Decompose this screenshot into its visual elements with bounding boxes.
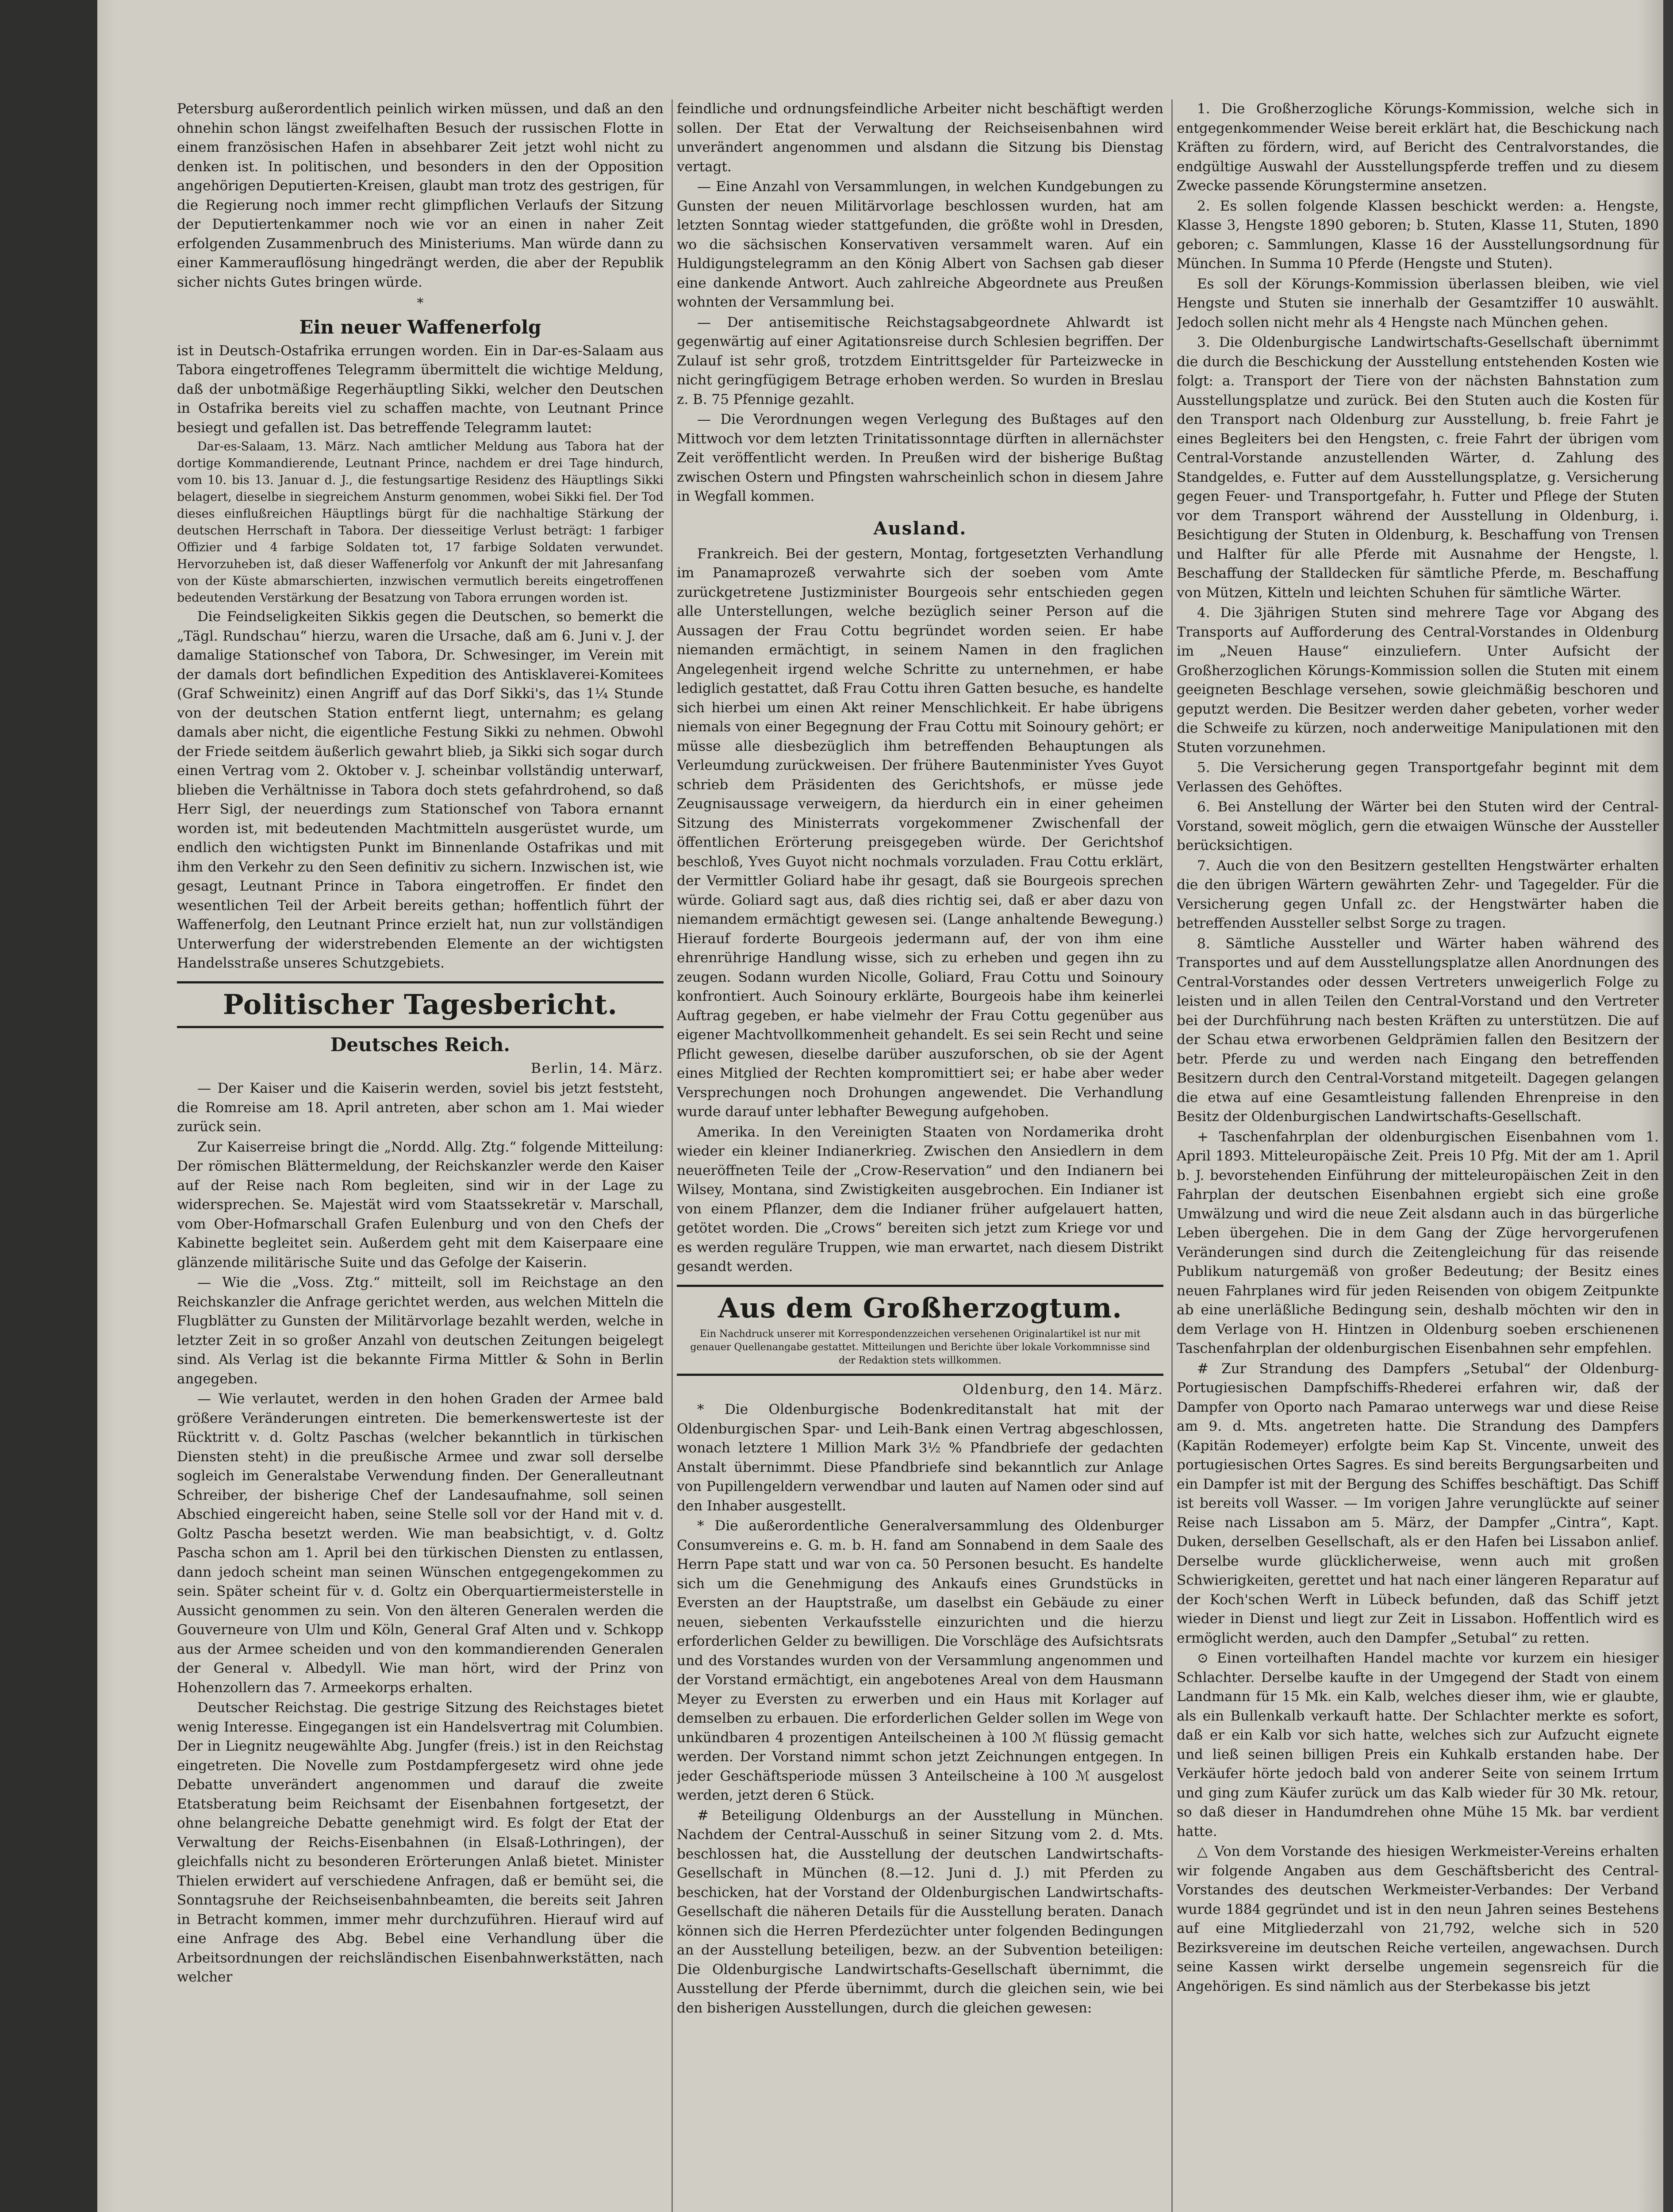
- paragraph: — Der antisemitische Reichstagsabgeordnete Ahlwardt ist gegenwärtig auf einer Agitationsreise durch Schlesien begriffen. Der Zulauf ist sehr groß, trotzdem Eintrittsgelder für Parteizwecke in nicht geringfügigem Betrage erhoben werden. So wurden in Breslau z. B. 75 Pfennige gezahlt.: [677, 314, 1163, 407]
- paragraph: feindliche und ordnungsfeindliche Arbeiter nicht beschäftigt werden sollen. Der Etat der Verwaltung der Reichseisenbahnen wird unverändert angenommen und alsdann die Sitzung bis Dienstag vertagt.: [677, 101, 1163, 175]
- paragraph: * Die Oldenburgische Bodenkreditanstalt hat mit der Oldenburgischen Spar- und Leih-Bank einen Vertrag abgeschlossen, wonach letztere 1 Million Mark 3½ % Pfandbriefe der gedachten Anstalt übernimmt. Diese Pfandbriefe sind bekanntlich zur Anlage von Pupillengeldern verwendbar und lauten auf Namen oder sind auf den Inhaber ausgestellt.: [677, 1402, 1163, 1514]
- paragraph: 5. Die Versicherung gegen Transportgefahr beginnt mit dem Verlassen des Gehöftes.: [1177, 760, 1659, 795]
- paragraph: 1. Die Großherzogliche Körungs-Kommission, welche sich in entgegenkommender Weise bereit erklärt hat, die Beschickung nach Kräften zu fördern, wird, auf Bericht des Centralvorstandes, die endgültige Auswahl der Ausstellungspferde treffen und zu diesem Zwecke passende Körungstermine ansetzen.: [1177, 101, 1659, 194]
- paragraph: Amerika. In den Vereinigten Staaten von Nordamerika droht wieder ein kleiner Indianerkrieg. Zwischen den Ansiedlern in dem neueröffneten Teile der „Crow-Reservation“ und den Indianern bei Wilsey, Montana, sind Zwistigkeiten ausgebrochen. Ein Indianer ist von einem Pflanzer, dem die Indianer früher aufgelauert hatten, getötet worden. Die „Crows“ bereiten sich jetzt zum Kriege vor und es werden reguläre Truppen, wie man erwartet, nach diesem Distrikt gesandt werden.: [677, 1124, 1163, 1275]
- paragraph: △ Von dem Vorstande des hiesigen Werkmeister-Vereins erhalten wir folgende Angaben aus dem Geschäftsbericht des Central-Vorstandes des deutschen Werkmeister-Verbandes: Der Verband wurde 1884 gegründet und ist in den neun Jahren seines Bestehens auf eine Mitgliederzahl von 21,792, welche sich in 520 Bezirksvereine im deutschen Reiche verteilen, angewachsen. Durch seine Kassen wirkt derselbe ungemein segensreich für die Angehörigen. Es sind nämlich aus der Sterbekasse bis jetzt: [1177, 1843, 1659, 1994]
- paragraph: — Wie verlautet, werden in den hohen Graden der Armee bald größere Veränderungen eintreten. Die bemerkenswerteste ist der Rücktritt v. d. Goltz Paschas (welcher bekanntlich in türkischen Diensten steht) in die preußische Armee und zwar soll derselbe sogleich im Generalstabe Verwendung finden. Der Generalleutnant Schreiber, der bisherige Chef der Landesaufnahme, soll seinen Abschied eingereicht haben, seine Stelle soll vor der Hand mit v. d. Goltz Pascha besetzt werden. Wie man beabsichtigt, v. d. Goltz Pascha schon am 1. April bei den türkischen Diensten zu entlassen, dann jedoch scheint man seinen Wünschen entgegengekommen zu sein. Später scheint für v. d. Goltz ein Oberquartiermeisterstelle in Aussicht genommen zu sein. Von den älteren Generalen werden die Gouverneure von Ulm und Köln, General Graf Alten und v. Schkopp aus der Armee scheiden und von den kommandierenden Generalen der General v. Albedyll. Wie man hört, wird der Prinz von Hohenzollern das 7. Armeekorps erhalten.: [177, 1391, 664, 1696]
- column-1: [177, 100, 664, 2212]
- separator-star: *: [417, 296, 424, 311]
- reprint-notice: Ein Nachdruck unserer mit Korrespondenzzeichen versehenen Originalartikel ist nur mit genauer Quellenangabe gestattet. Mitteilungen und Berichte über lokale Vorkommnisse sind der Redaktion stets willkommen.: [690, 1328, 1150, 1366]
- paragraph: Zur Kaiserreise bringt die „Nordd. Allg. Ztg.“ folgende Mitteilung: Der römischen Blättermeldung, der Reichskanzler werde den Kaiser auf der Reise nach Rom begleiten, sind wir in der Lage zu widersprechen. Se. Majestät wird vom Staatssekretär v. Marschall, vom Ober-Hofmarschall Grafen Eulenburg und von den Chefs der Kabinette begleitet sein. Außerdem geht mit dem Kaiserpaare eine glänzende militärische Suite und das Gefolge der Kaiserin.: [177, 1139, 664, 1271]
- subsection-deutsches-reich: Deutsches Reich.: [330, 1033, 510, 1056]
- section-title-politischer-tagesbericht: Politischer Tagesbericht.: [223, 988, 618, 1021]
- paragraph: — Die Verordnungen wegen Verlegung des Bußtages auf den Mittwoch vor dem letzten Trinitatissonntage dürften in allernächster Zeit veröffentlicht werden. In Preußen wird der bisherige Bußtag zwischen Ostern und Pfingsten wahrscheinlich schon in diesem Jahre in Wegfall kommen.: [677, 411, 1163, 504]
- paragraph: # Zur Strandung des Dampfers „Setubal“ der Oldenburg-Portugiesischen Dampfschiffs-Rhederei erfahren wir, daß der Dampfer von Oporto nach Pamarao unterwegs war und diese Reise am 9. d. Mts. angetreten hatte. Die Strandung des Dampfers (Kapitän Rodemeyer) erfolgte beim Kap St. Vincente, unweit des portugiesischen Ortes Sagres. Es sind bereits Bergungsarbeiten und ein Dampfer ist mit der Bergung des Schiffes beschäftigt. Das Schiff ist bereits voll Wasser. — Im vorigen Jahre verunglückte auf seiner Reise nach Lissabon am 5. März, der Dampfer „Cintra“, Kapt. Duken, derselben Gesellschaft, als er den Hafen bei Lissabon anlief. Derselbe wurde glücklicherweise, wenn auch mit großen Schwierigkeiten, gerettet und hat nach einer längeren Reparatur auf der Koch'schen Werft in Lübeck befunden, daß das Schiff jetzt wieder in Dienst und liegt zur Zeit in Lissabon. Hoffentlich wird es ermöglicht werden, auch den Dampfer „Setubal“ zu retten.: [1177, 1360, 1659, 1646]
- paragraph: — Wie die „Voss. Ztg.“ mitteilt, soll im Reichstage an den Reichskanzler die Anfrage gerichtet werden, aus welchen Mitteln die Flugblätter zu Gunsten der Militärvorlage bezahlt werden, welche in letzter Zeit in so großer Anzahl von deutschen Zeitungen beigelegt sind. Als Verlag ist die bekannte Firma Mittler & Sohn in Berlin angegeben.: [177, 1275, 664, 1387]
- paragraph: # Beteiligung Oldenburgs an der Ausstellung in München. Nachdem der Central-Ausschuß in seiner Sitzung vom 2. d. Mts. beschlossen hat, die Ausstellung der deutschen Landwirtschafts-Gesellschaft in München (8.—12. Juni d. J.) mit Pferden zu beschicken, hat der Vorstand der Oldenburgischen Landwirtschafts-Gesellschaft die näheren Details für die Ausstellung beraten. Danach können sich die Herren Pferdezüchter unter folgenden Bedingungen an der Ausstellung beteiligen, bezw. an der Subvention beteiligen: Die Oldenburgische Landwirtschafts-Gesellschaft übernimmt, die Ausstellung der Pferde übernimmt, durch die gleichen sein, wie bei den bisherigen Ausstellungen, durch die gleichen gewesen:: [677, 1807, 1163, 2016]
- column-2: [677, 100, 1163, 2212]
- column-rule: [672, 100, 673, 2212]
- paragraph: ist in Deutsch-Ostafrika errungen worden. Ein in Dar-es-Salaam aus Tabora eingetroffenes Telegramm übermittelt die wichtige Meldung, daß der unbotmäßige Regerhäuptling Sikki, welcher den Deutschen in Ostafrika bereits viel zu schaffen machte, von Leutnant Prince besiegt und gefallen ist. Das betreffende Telegramm lautet:: [177, 342, 664, 436]
- paragraph: Die Feindseligkeiten Sikkis gegen die Deutschen, so bemerkt die „Tägl. Rundschau“ hierzu, waren die Ursache, daß am 6. Juni v. J. der damalige Stationschef von Tabora, Dr. Schwesinger, im Verein mit der damals dort befindlichen Expedition des Antisklaverei-Komitees (Graf Schweinitz) einen Angriff auf das Dorf Sikki's, das 1¼ Stunde von der deutschen Station entfernt liegt, unternahm; es gelang damals aber nicht, die eigentliche Festung Sikki zu nehmen. Obwohl der Friede seitdem äußerlich gewahrt blieb, ja Sikki sich sogar durch einen Vertrag vom 2. Oktober v. J. scheinbar vollständig unterwarf, blieben die Verhältnisse in Tabora doch stets gefahrdrohend, so daß Herr Sigl, der neuerdings zum Stationschef von Tabora ernannt worden ist, mit bedeutenden Machtmitteln ausgerüstet wurde, um endlich den wichtigsten Punkt im Binnenlande Ostafrikas und mit ihm den Verkehr zu den Seen definitiv zu sichern. Inzwischen ist, wie gesagt, Leutnant Prince in Tabora eingetroffen. Er findet den wesentlichen Teil der Arbeit bereits gethan; hoffentlich führt der Waffenerfolg, den Leutnant Prince erzielt hat, nun zur vollständigen Unterwerfung der widerstrebenden Elemente an der wichtigsten Handelsstraße unseres Schutzgebiets.: [177, 609, 664, 971]
- paragraph: Frankreich. Bei der gestern, Montag, fortgesetzten Verhandlung im Panamaprozeß verwahrte sich der soeben vom Amte zurückgetretene Justizminister Bourgeois sehr entschieden gegen alle Unterstellungen, welche bezüglich seiner Person auf die Aussagen der Frau Cottu begründet worden seien. Er habe niemanden ermächtigt, in seinem Namen in den fraglichen Angelegenheit irgend welche Schritte zu unternehmen, er habe lediglich gestattet, daß Frau Cottu ihren Gatten besuche, es handelte sich hierbei um einen Akt reiner Menschlichkeit. Er habe übrigens niemals von einer Begegnung der Frau Cottu mit Soinoury gehört; er müsse alle diesbezüglich ihm betreffenden Behauptungen als Verleumdung zurückweisen. Der frühere Bautenminister Yves Guyot schrieb dem Präsidenten des Gerichtshofs, er müsse jede Zeugnisaussage verweigern, da hierdurch ein in einer geheimen Sitzung des Ministerrats vorgekommener Zwischenfall der öffentlichen Erörterung preisgegeben würde. Der Gerichtshof beschloß, Yves Guyot nicht nochmals vorzuladen. Frau Cottu erklärt, der Vermittler Goliard habe ihr gesagt, daß sie Bourgeois sprechen würde. Goliard sagt aus, daß dies richtig sei, daß er aber dazu von niemandem ermächtigt gewesen sei. (Lange anhaltende Bewegung.) Hierauf forderte Bourgeois jedermann auf, der von ihm eine ehrenrührige Handlung wisse, sich zu erheben und gegen ihn zu zeugen. Sodann wurden Nicolle, Goliard, Frau Cottu und Soinoury konfrontiert. Auch Soinoury erklärte, Bourgeois habe ihm keinerlei Auftrag gegeben, er habe vielmehr der Frau Cottu gegenüber aus eigener Machtvollkommenheit gehandelt. Es sei sein Recht und seine Pflicht gewesen, dieselbe darüber auszuforschen, ob sie der Agent eines Mitglied der Rechten kompromittiert sei; er habe aber weder Versprechungen noch Drohungen angewendet. Die Verhandlung wurde darauf unter lebhafter Bewegung aufgehoben.: [677, 545, 1163, 1120]
- paragraph: Deutscher Reichstag. Die gestrige Sitzung des Reichstages bietet wenig Interesse. Eingegangen ist ein Handelsvertrag mit Columbien. Der in Liegnitz neugewählte Abg. Jungfer (freis.) ist in den Reichstag eingetreten. Die Novelle zum Postdampfergesetz wird ohne jede Debatte unverändert angenommen und darauf die zweite Etatsberatung beim Reichsamt der Eisenbahnen fortgesetzt, der ohne belangreiche Debatte genehmigt wird. Es folgt der Etat der Verwaltung der Reichs-Eisenbahnen (in Elsaß-Lothringen), der gleichfalls nicht zu besonderen Erörterungen Anlaß bietet. Minister Thielen erwidert auf verschiedene Anfragen, daß er bemüht sei, die Sonntagsruhe der Reichseisenbahnbeamten, die bereits seit Jahren in Betracht kommen, immer mehr durchzuführen. Hierauf wird auf eine Anfrage des Abg. Bebel eine Verhandlung über die Arbeitsordnungen der reichsländischen Eisenbahnwerkstätten, nach welcher: [177, 1700, 664, 1985]
- section-header-box: [177, 981, 664, 1028]
- paragraph: * Die außerordentliche Generalversammlung des Oldenburger Consumvereins e. G. m. b. H. fand am Sonnabend in dem Saale des Herrn Pape statt und war von ca. 50 Personen besucht. Es handelte sich um die Genehmigung des Ankaufs eines Grundstücks in Eversten an der Hauptstraße, um daselbst ein Gebäude zu einer neuen, siebenten Verkaufsstelle einzurichten und die hierzu erforderlichen Gelder zu bewilligen. Die Vorschläge des Aufsichtsrats und des Vorstandes wurden von der Versammlung angenommen und der Vorstand ermächtigt, ein angebotenes Areal von dem Hausmann Meyer zu Eversten zu erwerben und ein Haus mit Korlager auf demselben zu erbauen. Die erforderlichen Gelder sollen im Wege von unkündbaren 4 prozentigen Anteilscheinen à 100 ℳ flüssig gemacht werden. Der Vorstand nimmt schon jetzt Zeichnungen entgegen. In jeder Geschäftsperiode müssen 3 Anteilscheine à 100 ℳ ausgelost werden, jetzt deren 6 Stück.: [677, 1518, 1163, 1803]
- paragraph: — Eine Anzahl von Versammlungen, in welchen Kundgebungen zu Gunsten der neuen Militärvorlage beschlossen wurden, hat am letzten Sonntag wieder stattgefunden, die größte wohl in Dresden, wo die sächsischen Konservativen versammelt waren. Auf ein Huldigungstelegramm an den König Albert von Sachsen gab dieser eine dankende Antwort. Auch zahlreiche Abgeordnete aus Preußen wohnten der Versammlung bei.: [677, 179, 1163, 310]
- paragraph: 4. Die 3jährigen Stuten sind mehrere Tage vor Abgang des Transports auf Aufforderung des Central-Vorstandes in Oldenburg im „Neuen Hause“ einzuliefern. Unter Aufsicht der Großherzoglichen Körungs-Kommission sollen die Stuten mit einem geeigneten Beschlage versehen, sowie gleichmäßig beschoren und geputzt werden. Die Besitzer werden daher gebeten, vorher weder die Schweife zu kürzen, noch anderweitige Manipulationen mit den Stuten vorzunehmen.: [1177, 605, 1659, 756]
- section-title-aus-dem-grossherzogtum: Aus dem Großherzogtum.: [718, 1291, 1122, 1324]
- paragraph: 6. Bei Anstellung der Wärter bei den Stuten wird der Central-Vorstand, soweit möglich, gern die etwaigen Wünsche der Aussteller berücksichtigen.: [1177, 799, 1659, 853]
- paragraph: ⊙ Einen vorteilhaften Handel machte vor kurzem ein hiesiger Schlachter. Derselbe kaufte in der Umgegend der Stadt von einem Landmann für 15 Mk. ein Kalb, welches dieser ihm, wie er glaubte, als ein Bullenkalb verkauft hatte. Der Schlachter merkte es sofort, daß er ein Kalb vor sich hatte, welches sich zur Aufzucht eignete und ließ seinen billigen Preis ein Kuhkalb erstanden habe. Der Verkäufer hörte jedoch bald von anderer Seite von seinem Irrtum und ging zum Käufer zurück um das Kalb wieder für 30 Mk. retour, so daß dieser in Handumdrehen ohne Mühe 15 Mk. bar verdient hatte.: [1177, 1650, 1659, 1839]
- newspaper-page: [97, 0, 1663, 2212]
- telegram-text: Dar-es-Salaam, 13. März. Nach amtlicher Meldung aus Tabora hat der dortige Kommandierende, Leutnant Prince, nachdem er drei Tage hindurch, vom 10. bis 13. Januar d. J., die festungsartige Residenz des Häuptlings Sikki belagert, dieselbe in siegreichem Ansturm genommen, wobei Sikki fiel. Der Tod dieses einflußreichen Häuptlings bürgt für die nachhaltige Stärkung der deutschen Herrschaft in Tabora. Der diesseitige Verlust beträgt: 1 farbiger Offizier und 4 farbige Soldaten tot, 17 farbige Soldaten verwundet. Hervorzuheben ist, daß dieser Waffenerfolg vor Ankunft der mit Jahresanfang von der Küste abmarschierten, inzwischen vermutlich bereits eingetroffenen bedeutenden Verstärkung der Besatzung von Tabora errungen worden ist.: [177, 440, 664, 605]
- column-rule: [1171, 100, 1173, 2212]
- headline-waffenerfolg: Ein neuer Waffenerfolg: [299, 316, 541, 338]
- paragraph: 3. Die Oldenburgische Landwirtschafts-Gesellschaft übernimmt die durch die Beschickung der Ausstellung entstehenden Kosten wie folgt: a. Transport der Tiere von der nächsten Bahnstation zum Ausstellungsplatze und zurück. Bei den Stuten auch die Kosten für den Transport nach Oldenburg zur Ausstellung, b. freie Fahrt je eines Begleiters bei den Hengsten, c. freie Fahrt der übrigen vom Central-Vorstande anzustellenden Wärter, d. Zahlung des Standgeldes, e. Futter auf dem Ausstellungsplatze, g. Versicherung gegen Feuer- und Transportgefahr, h. Futter und Pflege der Stuten vor dem Transport während der Ausstellung in Oldenburg, i. Besichtigung der Stuten in Oldenburg, k. Beschaffung von Trensen und Halfter für alle Pferde mit Ausnahme der Hengste, l. Beschaffung der Stalldecken für sämtliche Pferde, m. Beschaffung von Mützen, Kitteln und leichten Schuhen für sämtliche Wärter.: [1177, 334, 1659, 601]
- scan-margin: [0, 0, 97, 2212]
- paragraph: 2. Es sollen folgende Klassen beschickt werden: a. Hengste, Klasse 3, Hengste 1890 geboren; b. Stuten, Klasse 11, Stuten, 1890 geboren; c. Sammlungen, Klasse 16 der Ausstellungsordnung für München. In Summa 10 Pferde (Hengste und Stuten).: [1177, 198, 1659, 272]
- dateline: Berlin, 14. März.: [531, 1060, 664, 1076]
- paragraph: + Taschenfahrplan der oldenburgischen Eisenbahnen vom 1. April 1893. Mitteleuropäische Zeit. Preis 10 Pfg. Mit der am 1. April b. J. bevorstehenden Einführung der mitteleuropäischen Zeit in den Fahrplan der deutschen Eisenbahnen ergiebt sich eine große Umwälzung und wird die neue Zeit alsdann auch in das bürgerliche Leben übergehen. Die in dem Gang der Züge hervorgerufenen Veränderungen sind durch die Zeitengleichung für das reisende Publikum naturgemäß von großer Bedeutung; der Besitz eines neuen Fahrplanes wird für jeden Reisenden von obigem Zeitpunkte ab eine unerläßliche Bedingung sein, deshalb möchten wir den in dem Verlage von H. Hintzen in Oldenburg soeben erschienenen Taschenfahrplan der oldenburgischen Eisenbahnen sehr empfehlen.: [1177, 1129, 1659, 1356]
- paragraph: Petersburg außerordentlich peinlich wirken müssen, und daß an den ohnehin schon längst zweifelhaften Besuch der russischen Flotte in einem französischen Hafen in absehbarer Zeit jetzt wohl nicht zu denken ist. In politischen, und besonders in den der Opposition angehörigen Deputierten-Kreisen, glaubt man trotz des gestrigen, für die Regierung noch immer recht glimpflichen Verlaufs der Sitzung der Deputiertenkammer noch wie vor an einen in naher Zeit erfolgenden Zusammenbruch des Ministeriums. Man würde dann zu einer Kammerauflösung hingedrängt werden, die aber der Republik sicher nichts Gutes bringen würde.: [177, 101, 664, 290]
- paragraph: 8. Sämtliche Aussteller und Wärter haben während des Transportes und auf dem Ausstellungsplatze allen Anordnungen des Central-Vorstandes oder dessen Vertreters unweigerlich Folge zu leisten und in allen Teilen den Central-Vorstand und den Vertreter bei der Durchführung nach besten Kräften zu unterstützen. Die auf der Schau etwa erworbenen Geldprämien fallen den Besitzern der betr. Pferde zu und werden nach Eingang den betreffenden Besitzern durch den Central-Vorstand mitgeteilt. Dagegen gelangen die etwa auf eine Gesamtleistung fallenden Ehrenpreise in den Besitz der Oldenburgischen Landwirtschafts-Gesellschaft.: [1177, 935, 1659, 1125]
- paragraph: Es soll der Körungs-Kommission überlassen bleiben, wie viel Hengste und Stuten sie innerhalb der Gesamtziffer 10 auswählt. Jedoch sollen nicht mehr als 4 Hengste nach München gehen.: [1177, 276, 1659, 330]
- paragraph: — Der Kaiser und die Kaiserin werden, soviel bis jetzt feststeht, die Romreise am 18. April antreten, aber schon am 1. Mai wieder zurück sein.: [177, 1080, 664, 1135]
- paragraph: 7. Auch die von den Besitzern gestellten Hengstwärter erhalten die den übrigen Wärtern gewährten Zehr- und Tagegelder. Für die Versicherung gegen Unfall zc. der Hengstwärter haben die betreffenden Aussteller selbst Sorge zu tragen.: [1177, 857, 1659, 931]
- section-title-ausland: Ausland.: [873, 518, 967, 539]
- column-3: [1177, 100, 1659, 2212]
- dateline: Oldenburg, den 14. März.: [962, 1381, 1163, 1398]
- section-header-box: [677, 1285, 1163, 1376]
